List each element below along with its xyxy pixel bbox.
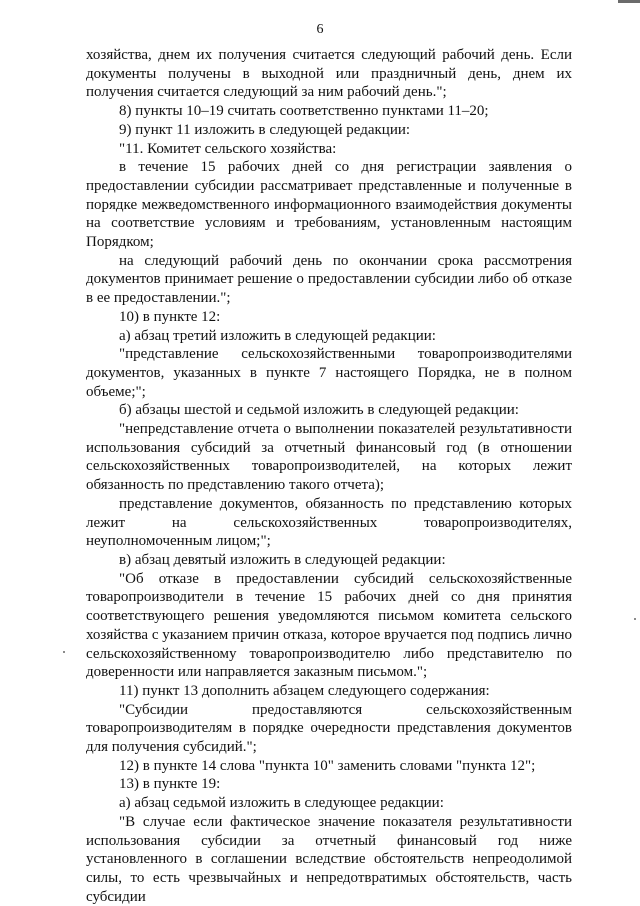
paragraph-point-11-heading: "11. Комитет сельского хозяйства: (119, 140, 337, 157)
page-number: 6 (316, 22, 324, 37)
paragraph-item-10b: б) абзацы шестой и седьмой изложить в следующей редакции: (119, 402, 519, 419)
paragraph-point-11-decision: на следующий рабочий день по окончании срока рассмотрения документов принимает решение о предоставлении субсидии либо об отказе в ее предоставлении."; (86, 252, 572, 307)
paragraph-item-13a-text: "В случае если фактическое значение показателя результативности использования субсидии за отчетный финансовый год ниже установленного в соглашении вследствие обстоятельств непреодолимой силы, то есть чрезвычайных и непредотвратимых обстоятельств, часть субсидии (86, 813, 572, 905)
paragraph-item-10c: в) абзац девятый изложить в следующей редакции: (119, 551, 446, 568)
paragraph-item-8: 8) пункты 10–19 считать соответственно пунктами 11–20; (119, 103, 489, 120)
scan-edge-mark (618, 0, 640, 3)
document-body (86, 46, 572, 906)
scan-speck (63, 651, 65, 653)
paragraph-item-10b-text-1: "непредставление отчета о выполнении показателей результативности использования субсидий за отчетный финансовый год (в отношении сельскохозяйственных товаропроизводителей, на которых лежит обязанность по представлению такого отчета); (86, 421, 572, 494)
paragraph-item-10c-text: "Об отказе в предоставлении субсидий сельскохозяйственные товаропроизводители в течение 15 рабочих дней со дня принятия соответствующего решения уведомляются письмом комитета сельского хозяйства с указанием причин отказа, которое вручается под подпись лично сельскохозяйственному товаропроизводителю либо представителю по доверенности или направляется заказным письмом."; (86, 570, 572, 681)
paragraph-item-13a: а) абзац седьмой изложить в следующее редакции: (119, 795, 444, 812)
paragraph-item-13: 13) в пункте 19: (119, 776, 221, 793)
paragraph-item-10: 10) в пункте 12: (119, 308, 221, 325)
scan-speck (634, 618, 636, 620)
paragraph-item-11-text: "Субсидии предоставляются сельскохозяйственным товаропроизводителям в порядке очередности представления документов для получения субсидий."; (86, 701, 572, 756)
paragraph-item-10a-text: "представление сельскохозяйственными товаропроизводителями документов, указанных в пункте 7 настоящего Порядка, не в полном объеме;"; (86, 346, 572, 400)
paragraph-point-11-review: в течение 15 рабочих дней со дня регистрации заявления о предоставлении субсидии рассматривает представленные и полученные в порядке межведомственного информационного взаимодействия документы на соответствие условиям и требованиям, установленным настоящим Порядком; (86, 159, 572, 251)
paragraph-continuation: хозяйства, днем их получения считается следующий рабочий день. Если документы получены в выходной или праздничный день, днем их получения считается следующий за ним рабочий день."; (86, 47, 572, 101)
paragraph-item-9: 9) пункт 11 изложить в следующей редакции: (119, 121, 411, 138)
paragraph-item-10a: а) абзац третий изложить в следующей редакции: (119, 327, 436, 344)
paragraph-item-12: 12) в пункте 14 слова "пункта 10" заменить словами "пункта 12"; (119, 757, 536, 774)
paragraph-item-10b-text-2: представление документов, обязанность по представлению которых лежит на сельскохозяйственных товаропроизводителях, неуполномоченным лицом;"; (86, 495, 572, 550)
paragraph-item-11: 11) пункт 13 дополнить абзацем следующего содержания: (119, 682, 490, 699)
